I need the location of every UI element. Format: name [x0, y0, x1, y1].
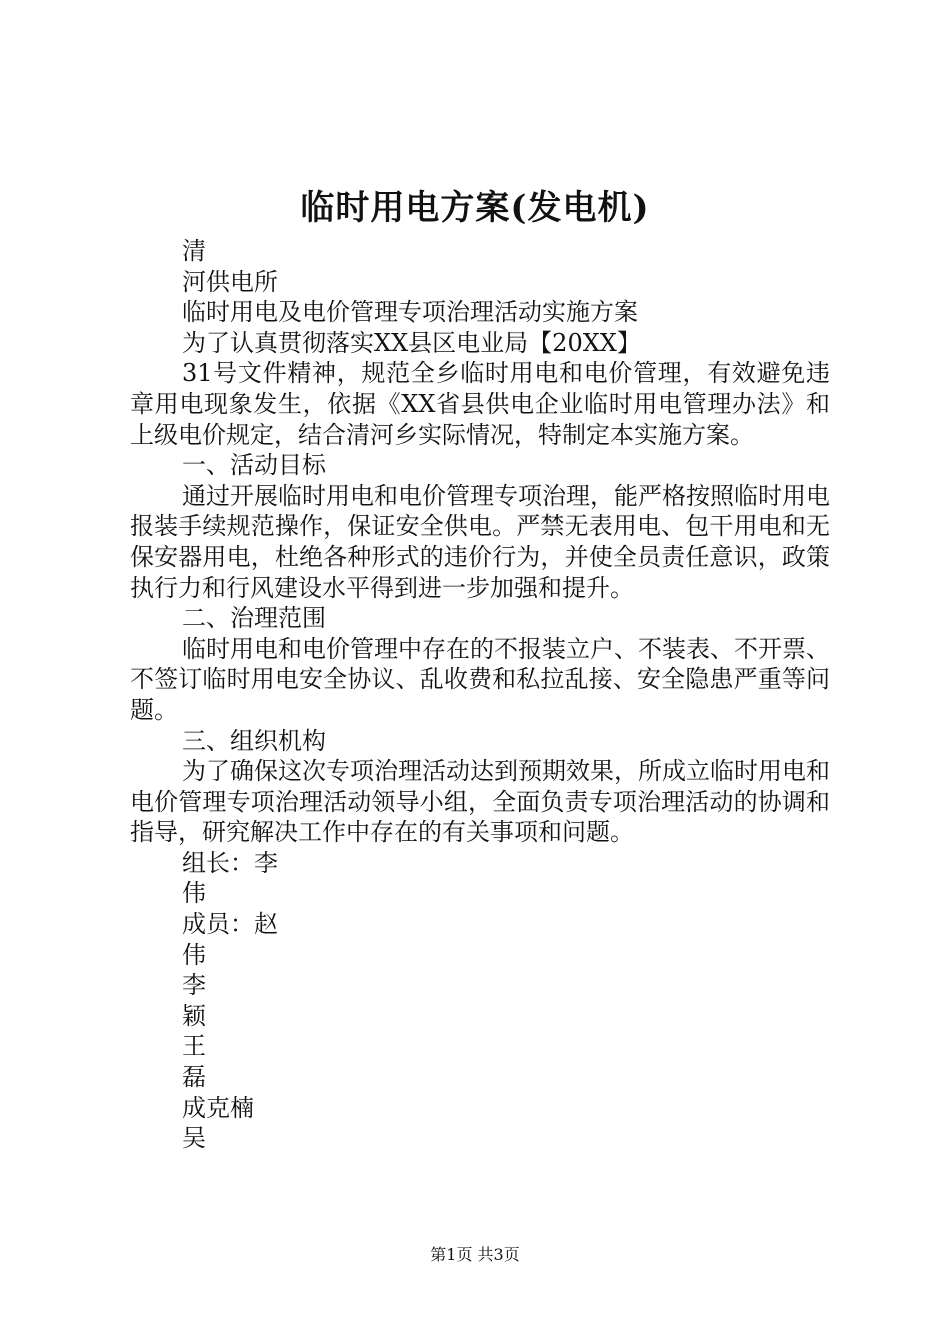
- paragraph-line: 为了认真贯彻落实XX县区电业局【20XX】: [182, 328, 641, 357]
- paragraph-line: 河供电所: [182, 267, 278, 296]
- member-line: 成克楠: [182, 1093, 254, 1122]
- member-line: 王: [182, 1032, 206, 1061]
- paragraph: 临时用电和电价管理中存在的不报装立户、不装表、不开票、不签订临时用电安全协议、乱收费和私拉乱接、安全隐患严重等问题。: [130, 634, 830, 724]
- member-line: 磊: [182, 1063, 206, 1092]
- document-title: 临时用电方案(发电机): [300, 188, 650, 228]
- member-line: 伟: [182, 879, 206, 908]
- paragraph-line: 临时用电及电价管理专项治理活动实施方案: [182, 298, 638, 327]
- member-line: 组长：李: [182, 848, 278, 877]
- section-heading: 三、组织机构: [182, 726, 326, 755]
- paragraph: 通过开展临时用电和电价管理专项治理，能严格按照临时用电报装手续规范操作，保证安全供电。严禁无表用电、包干用电和无保安器用电，杜绝各种形式的违价行为，并使全员责任意识，政策执行力和行风建设水平得到进一步加强和提升。: [130, 481, 830, 602]
- page-number-footer: 第1页 共3页: [430, 1245, 520, 1264]
- member-line: 李: [182, 971, 206, 1000]
- document-body: [130, 236, 830, 1154]
- section-heading: 二、治理范围: [182, 604, 326, 633]
- paragraph-line: 清: [182, 237, 206, 265]
- member-line: 吴: [182, 1124, 206, 1153]
- paragraph: 31号文件精神，规范全乡临时用电和电价管理，有效避免违章用电现象发生，依据《XX省县供电企业临时用电管理办法》和上级电价规定，结合清河乡实际情况，特制定本实施方案。: [130, 359, 830, 449]
- member-line: 颖: [182, 1001, 206, 1030]
- paragraph: 为了确保这次专项治理活动达到预期效果，所成立临时用电和电价管理专项治理活动领导小组，全面负责专项治理活动的协调和指导，研究解决工作中存在的有关事项和问题。: [130, 757, 830, 847]
- member-line: 成员：赵: [182, 910, 278, 939]
- member-line: 伟: [182, 940, 206, 969]
- section-heading: 一、活动目标: [182, 451, 326, 480]
